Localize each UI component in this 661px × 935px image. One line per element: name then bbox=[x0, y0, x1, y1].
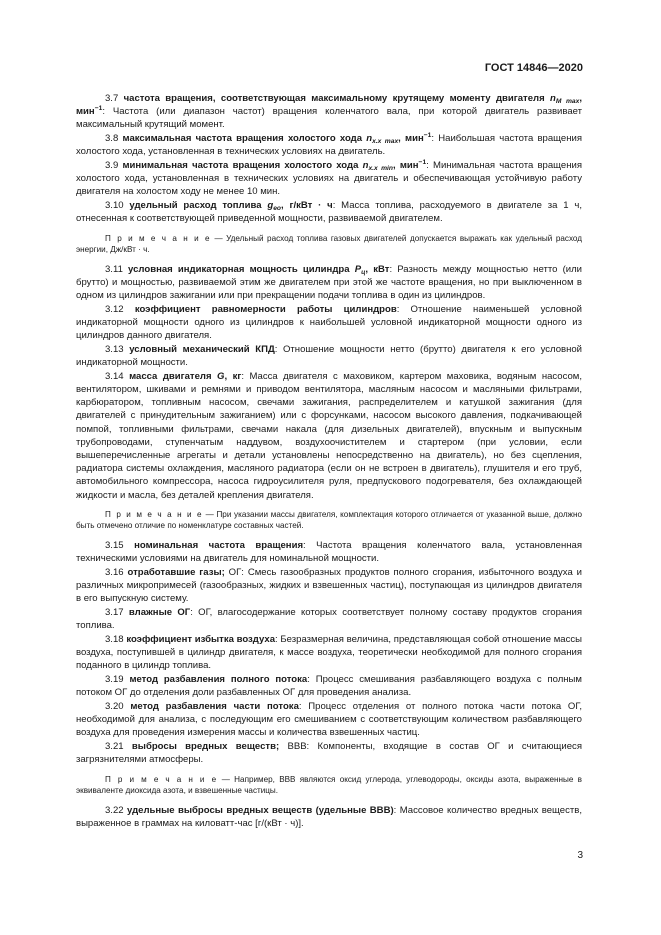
clause-number: 3.14 bbox=[105, 370, 124, 382]
definition-3-20 bbox=[76, 700, 582, 740]
definition-3-19 bbox=[76, 673, 582, 699]
symbol-subscript: eo bbox=[273, 205, 281, 213]
note-specific-consumption bbox=[76, 233, 582, 256]
term: номинальная частота вращения bbox=[134, 540, 304, 552]
symbol: n bbox=[550, 93, 556, 104]
term: метод разбавления полного потока bbox=[129, 674, 308, 686]
unit-superscript: −1 bbox=[423, 132, 432, 140]
definition-text: : Разность между мощностью нетто (или брутто) и мощностью, развиваемой этим же двигателем при этой же частоте вращения, но при выключенном в одном из цилиндров зажигании или при прекращении подачи топлива в один из цилиндров. bbox=[76, 263, 582, 302]
definition-3-8 bbox=[76, 132, 582, 158]
unit: , мин bbox=[398, 133, 424, 145]
term: выбросы вредных веществ; bbox=[131, 741, 280, 753]
note-label: П р и м е ч а н и е bbox=[105, 233, 211, 243]
note-engine-mass bbox=[76, 509, 582, 532]
definition-text: : Частота (или диапазон частот) вращения коленчатого вала, при которой двигатель развивает максимальный крутящий момент. bbox=[76, 106, 582, 131]
term: масса двигателя bbox=[129, 370, 212, 382]
clause-number: 3.18 bbox=[105, 633, 124, 645]
definition-3-16 bbox=[76, 566, 582, 606]
term: максимальная частота вращения холостого хода bbox=[122, 133, 363, 145]
term: частота вращения, соответствующая максимальному крутящему моменту двигателя bbox=[123, 93, 545, 104]
clause-number: 3.19 bbox=[105, 674, 124, 686]
unit-superscript: −1 bbox=[94, 105, 103, 113]
clause-number: 3.8 bbox=[105, 133, 119, 145]
definition-text: : Масса двигателя с маховиком, картером маховика, водяным насосом, вентилятором, шкивами и ремнями и приводом вентилятора, масляным насосом и масляными фильтрами, карбюратором, топливным насосом, свечами зажигания, распределителем и катушкой зажигания (для двигателей с принудительным зажиганием) или с форсунками, насосом высокого давления, подкачивающей помпой, топливными фильтрами, свечами накала (для дизельных двигателей), впускным и выпускным трубопроводами, ступенчатым наддувом, воздухоочистителем и стартером (при условии, если вышеперечисленные агрегаты и детали установлены непосредственно на двигатель), но без сцепления, радиатора системы охлаждения, масляного радиатора (если он не встроен в двигатель), глушителя и его труб, автомобильного компрессора, насоса гидроусилителя руля, предпускового подогревателя, без охлаждающей жидкости и масла, без деталей крепления двигателя. bbox=[76, 370, 583, 501]
clause-number: 3.9 bbox=[105, 160, 119, 172]
note-text: — При указании массы двигателя, комплектация которого отличается от указанной выше, должно быть отмечено отличие по номенклатуре составных частей. bbox=[76, 509, 583, 531]
unit: , кВт bbox=[365, 263, 390, 275]
term: удельный расход топлива bbox=[129, 200, 262, 212]
clause-number: 3.13 bbox=[105, 343, 124, 355]
term: условная индикаторная мощность цилиндра bbox=[128, 263, 350, 275]
symbol: G bbox=[217, 370, 225, 382]
definition-text: : Массовое количество вредных веществ, выраженное в граммах на киловатт-час [г/(кВт · ч)]. bbox=[76, 804, 582, 829]
definition-text: : Частота вращения коленчатого вала, установленная техническими условиями на двигатель для номинальной мощности. bbox=[76, 540, 582, 565]
symbol-subscript: x.x min bbox=[368, 165, 393, 173]
clause-number: 3.16 bbox=[105, 566, 124, 578]
document-code: ГОСТ 14846—2020 bbox=[484, 62, 583, 74]
definition-3-18 bbox=[76, 633, 582, 673]
definition-3-13 bbox=[76, 343, 582, 369]
definition-text: ОГ: Смесь газообразных продуктов полного сгорания, избыточного воздуха и различных микропримесей (газообразных, жидких и взвешенных частиц), поступающая из цилиндров двигателя в его выпускную систему. bbox=[76, 566, 582, 605]
unit: , мин bbox=[392, 160, 419, 172]
clause-number: 3.7 bbox=[105, 93, 119, 104]
definition-text: : Минимальная частота вращения холостого хода, установленная в технических условиях на двигатель и обеспечивающая устойчивую работу двигателя на холостом ходу не менее 10 мин. bbox=[76, 160, 582, 198]
clause-number: 3.21 bbox=[105, 741, 124, 753]
definition-3-12 bbox=[76, 303, 582, 343]
note-text: — Удельный расход топлива газовых двигателей допускается выражать как удельный расход энергии, Дж/кВт · ч. bbox=[76, 233, 582, 255]
term: влажные ОГ bbox=[128, 607, 191, 619]
term: отработавшие газы; bbox=[127, 566, 225, 578]
definition-3-22 bbox=[76, 804, 582, 830]
definition-text: : Отношение наименьшей условной индикаторной мощности одного из цилиндров к наибольшей условной индикаторной мощности одного из цилиндров данного двигателя. bbox=[76, 303, 583, 342]
definition-text: : Масса топлива, расходуемого в двигателе за 1 ч, отнесенная к соответствующей приведенной мощности, развиваемой двигателем. bbox=[76, 200, 583, 225]
definition-text: : Безразмерная величина, представляющая собой отношение массы воздуха, поступившей в цилиндр двигателя, к массе воздуха, теоретически необходимой для полного сгорания поданного в цилиндр топлива. bbox=[76, 633, 583, 672]
definition-text: : Процесс смешивания разбавляющего воздуха с полным потоком ОГ до отделения доли разбавленных ОГ для проведения анализа. bbox=[76, 674, 582, 699]
symbol: n bbox=[366, 133, 373, 145]
symbol-subscript: ц bbox=[361, 268, 366, 276]
clause-number: 3.15 bbox=[105, 540, 124, 552]
clause-number: 3.20 bbox=[105, 701, 124, 712]
definition-3-10 bbox=[76, 199, 582, 225]
definition-3-15 bbox=[76, 539, 582, 565]
definition-text: : Процесс отделения от полного потока части потока ОГ, необходимой для анализа, с последующим его смешиванием с соответствующим количеством разбавляющего воздуха для проведения измерения массы и количества взвешенных частиц. bbox=[76, 701, 583, 739]
definition-3-14 bbox=[76, 370, 582, 502]
clause-number: 3.10 bbox=[105, 200, 124, 212]
definition-3-9 bbox=[76, 159, 582, 199]
definition-3-17 bbox=[76, 606, 582, 632]
note-label: П р и м е ч а н и е bbox=[105, 774, 218, 784]
symbol: n bbox=[362, 160, 369, 172]
definition-text: : Наибольшая частота вращения холостого хода, установленная в технических условиях на двигатель. bbox=[76, 133, 582, 158]
symbol-subscript: x.x max bbox=[372, 138, 399, 146]
clause-number: 3.17 bbox=[105, 607, 124, 619]
term: условный механический КПД bbox=[129, 343, 275, 355]
clause-number: 3.22 bbox=[105, 804, 124, 816]
definition-3-21 bbox=[76, 740, 582, 766]
clause-number: 3.11 bbox=[105, 263, 123, 275]
note-text: — Например, ВВВ являются оксид углерода, углеводороды, оксиды азота, выраженные в эквиваленте диоксида азота, и взвешенные частицы. bbox=[76, 774, 582, 796]
definition-3-11 bbox=[76, 263, 582, 303]
term: метод разбавления части потока bbox=[130, 701, 299, 712]
unit: , кг bbox=[224, 370, 242, 382]
page-number: 3 bbox=[577, 850, 583, 861]
definition-text: : ОГ, влагосодержание которых соответствует полному составу продуктов сгорания топлива. bbox=[76, 607, 583, 632]
symbol: g bbox=[267, 200, 274, 212]
definition-3-7 bbox=[76, 92, 582, 132]
term: коэффициент равномерности работы цилиндров bbox=[134, 303, 397, 315]
unit: , мин bbox=[76, 93, 583, 118]
term: минимальная частота вращения холостого хода bbox=[122, 160, 359, 172]
unit-superscript: −1 bbox=[418, 159, 427, 167]
clause-number: 3.12 bbox=[105, 303, 124, 315]
term: удельные выбросы вредных веществ (удельные ВВВ) bbox=[127, 804, 394, 816]
note-harmful-emissions bbox=[76, 774, 582, 797]
symbol-subscript: M max bbox=[555, 98, 580, 105]
definition-text: : Отношение мощности нетто (брутто) двигателя к его условной индикаторной мощности. bbox=[76, 343, 583, 369]
unit: , г/кВт · ч bbox=[281, 200, 333, 212]
symbol: P bbox=[354, 263, 362, 275]
definition-text: ВВВ: Компоненты, входящие в состав ОГ и считающиеся загрязнителями атмосферы. bbox=[76, 741, 582, 766]
definitions-body bbox=[76, 92, 582, 831]
term: коэффициент избытка воздуха bbox=[126, 633, 276, 645]
note-label: П р и м е ч а н и е bbox=[105, 509, 203, 519]
